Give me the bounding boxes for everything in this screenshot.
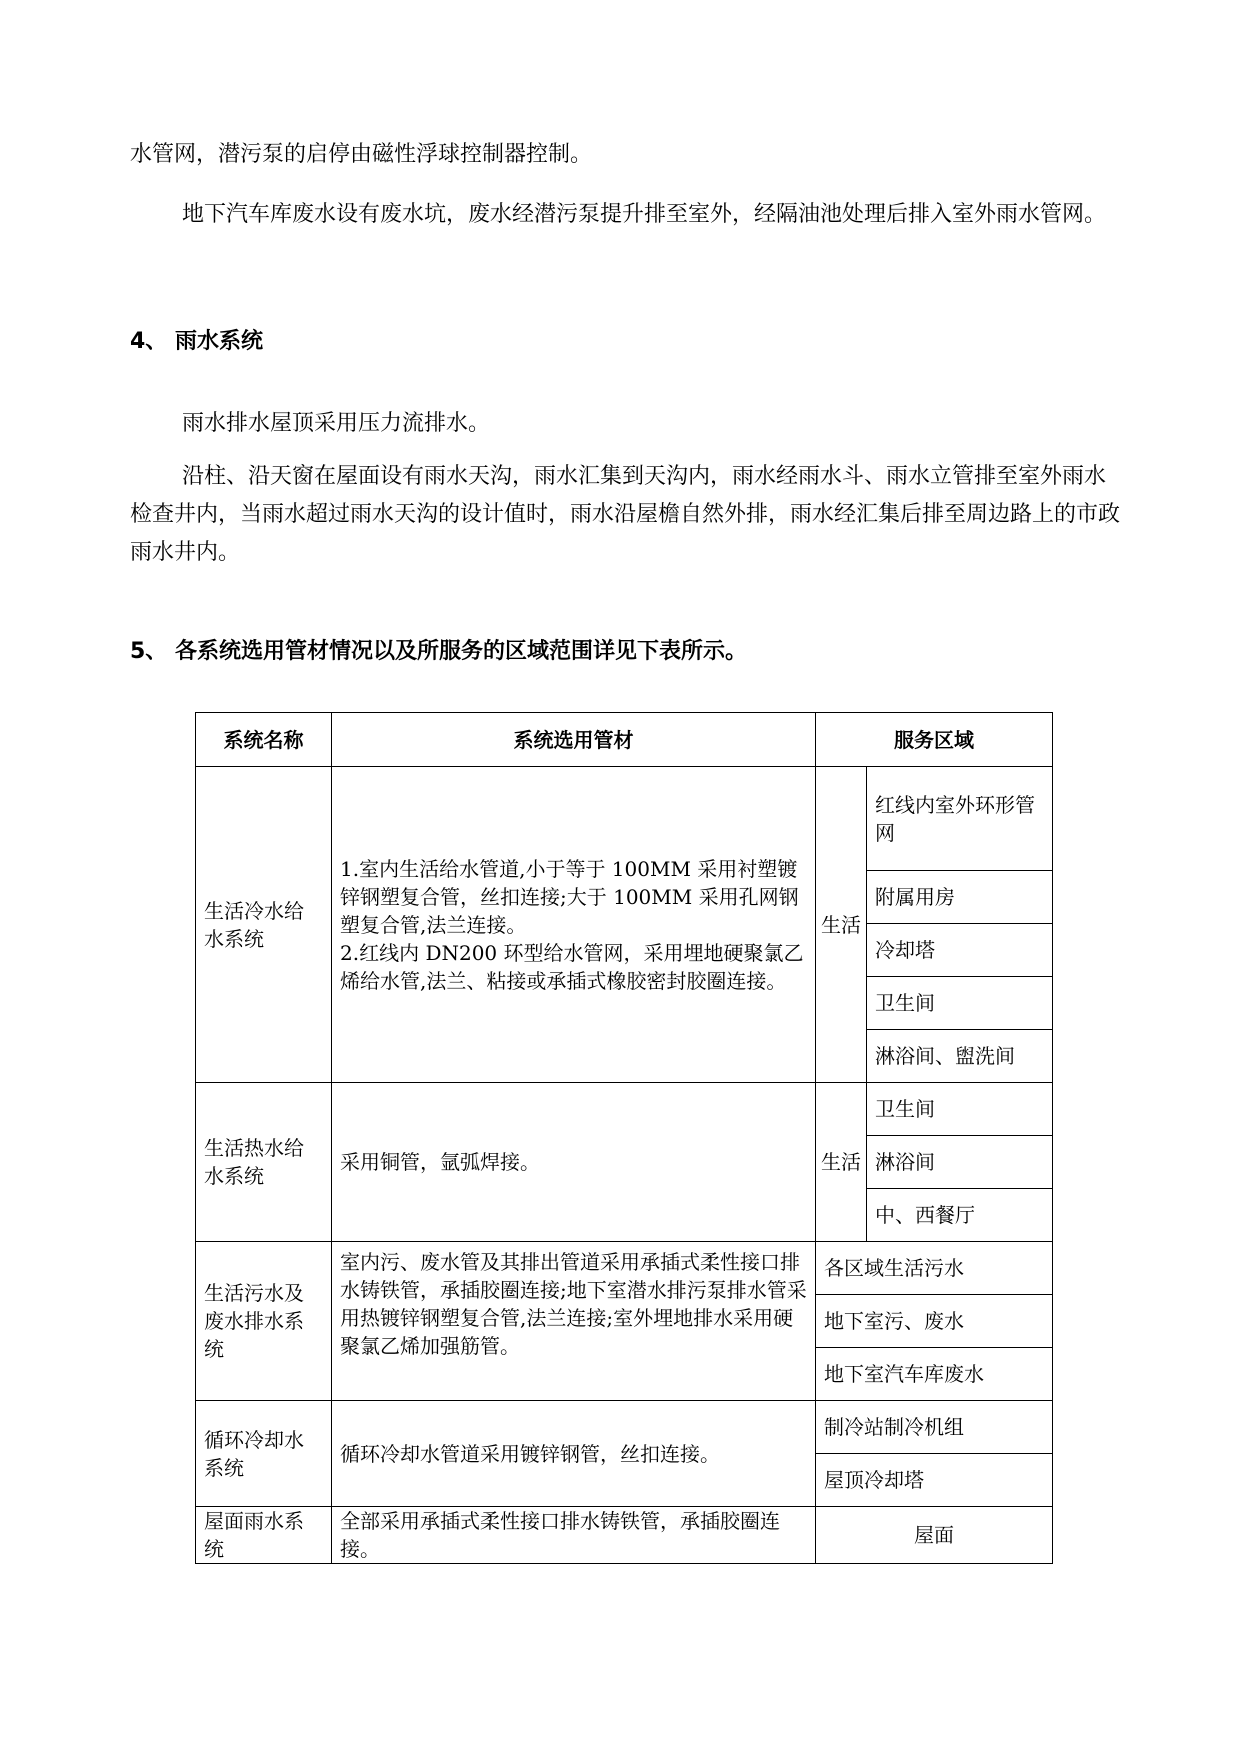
heading-4: 4、 雨水系统 bbox=[130, 329, 263, 354]
table-row bbox=[196, 1083, 1053, 1136]
material-cell: 采用铜管，氩弧焊接。 bbox=[332, 1083, 816, 1242]
area-cell: 淋浴间 bbox=[867, 1136, 1053, 1189]
paragraph-3: 雨水排水屋顶采用压力流排水。 bbox=[182, 411, 491, 436]
system-name-cell: 生活冷水给水系统 bbox=[196, 767, 332, 1083]
table-row bbox=[196, 1242, 1053, 1295]
area-cell: 卫生间 bbox=[867, 977, 1053, 1030]
area-cell: 中、西餐厅 bbox=[867, 1189, 1053, 1242]
area-cell: 地下室污、废水 bbox=[816, 1295, 1053, 1348]
material-line: 2.红线内 DN200 环型给水管网，采用埋地硬聚氯乙烯给水管,法兰、粘接或承插式橡胶密封胶圈连接。 bbox=[340, 940, 804, 993]
area-cell: 附属用房 bbox=[867, 871, 1053, 924]
system-name-cell: 循环冷却水系统 bbox=[196, 1401, 332, 1507]
header-service-area: 服务区域 bbox=[816, 713, 1053, 767]
material-cell bbox=[332, 767, 816, 1083]
area-cell: 制冷站制冷机组 bbox=[816, 1401, 1053, 1454]
area-cell: 各区域生活污水 bbox=[816, 1242, 1053, 1295]
table-row bbox=[196, 767, 1053, 871]
table-header-row bbox=[196, 713, 1053, 767]
area-cell: 淋浴间、盥洗间 bbox=[867, 1030, 1053, 1083]
area-cell: 屋顶冷却塔 bbox=[816, 1454, 1053, 1507]
material-cell: 循环冷却水管道采用镀锌钢管，丝扣连接。 bbox=[332, 1401, 816, 1507]
material-line: 1.室内生活给水管道,小于等于 100MM 采用衬塑镀锌钢塑复合管，丝扣连接;大于 100MM 采用孔网钢塑复合管,法兰连接。 bbox=[340, 856, 799, 937]
paragraph-2: 地下汽车库废水设有废水坑，废水经潜污泵提升排至室外，经隔油池处理后排入室外雨水管网。 bbox=[182, 202, 1107, 227]
system-name-cell: 生活热水给水系统 bbox=[196, 1083, 332, 1242]
material-cell: 全部采用承插式柔性接口排水铸铁管，承插胶圈连接。 bbox=[332, 1507, 816, 1564]
area-cell: 地下室汽车库废水 bbox=[816, 1348, 1053, 1401]
area-cell: 屋面 bbox=[816, 1507, 1053, 1564]
paragraph-1: 水管网，潜污泵的启停由磁性浮球控制器控制。 bbox=[130, 142, 593, 167]
system-name-cell: 生活污水及废水排水系统 bbox=[196, 1242, 332, 1401]
system-name-cell: 屋面雨水系统 bbox=[196, 1507, 332, 1564]
header-system-name: 系统名称 bbox=[196, 713, 332, 767]
heading-5: 5、 各系统选用管材情况以及所服务的区域范围详见下表所示。 bbox=[130, 639, 747, 664]
group-cell: 生活 bbox=[816, 767, 867, 1083]
paragraph-4: 沿柱、沿天窗在屋面设有雨水天沟，雨水汇集到天沟内，雨水经雨水斗、雨水立管排至室外雨水检查井内，当雨水超过雨水天沟的设计值时，雨水沿屋檐自然外排，雨水经汇集后排至周边路上的市政雨水井内。 bbox=[130, 464, 1121, 565]
table-row bbox=[196, 1507, 1053, 1564]
table-row bbox=[196, 1401, 1053, 1454]
header-material: 系统选用管材 bbox=[332, 713, 816, 767]
pipe-material-table bbox=[195, 712, 1053, 1564]
material-cell: 室内污、废水管及其排出管道采用承插式柔性接口排水铸铁管，承插胶圈连接;地下室潜水排污泵排水管采用热镀锌钢塑复合管,法兰连接;室外埋地排水采用硬聚氯乙烯加强筋管。 bbox=[332, 1242, 816, 1401]
group-cell: 生活 bbox=[816, 1083, 867, 1242]
area-cell: 冷却塔 bbox=[867, 924, 1053, 977]
area-cell: 卫生间 bbox=[867, 1083, 1053, 1136]
area-cell: 红线内室外环形管网 bbox=[867, 767, 1053, 871]
